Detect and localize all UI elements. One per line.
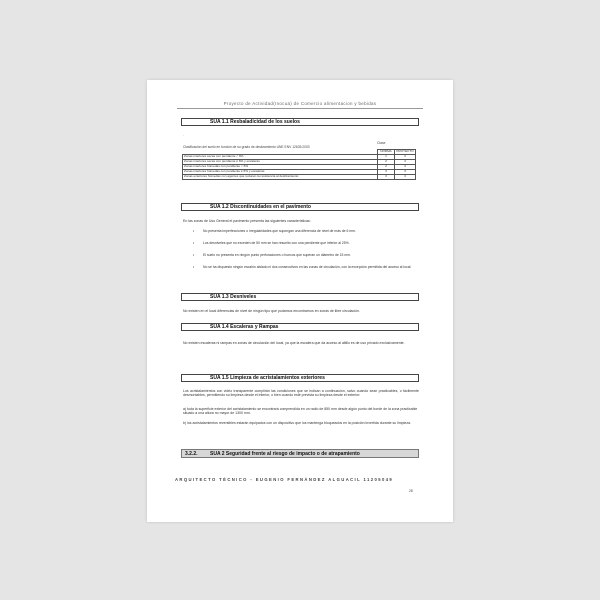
sua13-text: No existen en el local diferencias de nivel de ningún tipo que podamos encontrarnos en zonas de libre circulación.: [183, 309, 360, 313]
col-norma: NORMA: [378, 150, 395, 155]
row-norma: 3: [378, 175, 395, 180]
page-header: Proyecto de Actividad(Inocua) de Comercio alimentacion y bebidas: [223, 101, 377, 106]
sua15-para-1: Los acristalamientos con vidrio transparente cumplirán las condiciones que se indican a continuación, salvo cuando sean practicables, o fácilmente desmontables, permitiendo su limpieza desde el interior, o bien cuando esté prevista su limpieza desde el exterior:: [183, 389, 419, 398]
section-number: 3.2.2.: [185, 451, 198, 457]
row-proyecto: 3: [395, 160, 416, 165]
page-number: 28: [409, 489, 413, 493]
sua15-para-3: b) los acristalamientos reversibles estarán equipados con un dispositivo que los mantenga bloqueados en la posición invertida durante su limpieza.: [183, 421, 412, 425]
row-norma: 3: [378, 170, 395, 175]
row-proyecto: 3: [395, 175, 416, 180]
row-norma: 2: [378, 160, 395, 165]
section-sua11-title: SUA 1.1 Resbaladicidad de los suelos: [181, 118, 419, 126]
row-norma: 2: [378, 165, 395, 170]
clase-label: Clase: [377, 141, 386, 145]
sua11-bullet: .: [183, 133, 184, 137]
page-footer: ARQUITECTO TÉCNICO - EUGENIO FERNÁNDEZ ALGUACIL 11205049: [175, 477, 394, 482]
row-label: Zonas interiores secas con pendiente ≥ 6% y escaleras: [183, 160, 378, 165]
section-sua12-title: SUA 1.2 Discontinuidades en el pavimento: [181, 203, 419, 211]
row-proyecto: 3: [395, 170, 416, 175]
row-proyecto: 3: [395, 155, 416, 160]
sua15-para-2: a) toda la superficie exterior del acristalamiento se encontrará comprendida en un radio de 850 mm desde algún punto del borde de la zona practicable situado a una altura no mayor de 1300 mm.: [183, 407, 418, 416]
section-sua14-title: SUA 1.4 Escaleras y Rampas: [181, 323, 419, 331]
list-item: • El suelo no presenta en ningún punto perforaciones o huecos que superan un diámetro de 15 mm.: [203, 253, 415, 257]
list-item: • Los desniveles que no exceden de 50 mm se han resuelto con una pendiente que inferior al 25%.: [203, 241, 415, 245]
row-norma: 1: [378, 155, 395, 160]
list-item: • No presenta imperfecciones o irregularidades que supongan una diferencia de nivel de más de 6 mm.: [203, 229, 415, 233]
header-rule: [177, 108, 423, 109]
row-proyecto: 3: [395, 165, 416, 170]
section-sua13-title: SUA 1.3 Desniveles: [181, 293, 419, 301]
row-label: Zonas exteriores húmedas con agentes que reducen la resistencia al deslizamiento: [183, 175, 378, 180]
row-label: Zonas interiores húmedas con pendiente < 6%: [183, 165, 378, 170]
list-item: • No se ha dispuesto ningún escalón aislado ni dos consecutivos en las zonas de circulación, con la excepción permitida del acceso al local.: [203, 265, 415, 269]
table-row: [183, 175, 416, 180]
slip-classification-table: [182, 149, 416, 180]
row-label: Zonas interiores secas con pendiente < 6%: [183, 155, 378, 160]
row-label: Zonas interiores húmedas con pendiente ≥ 6% y escaleras: [183, 170, 378, 175]
document-page: [147, 80, 453, 522]
section-sua2-title: SUA 2 Seguridad frente al riesgo de impacto o de atrapamiento: [210, 451, 360, 457]
section-sua15-title: SUA 1.5 Limpieza de acristalamientos exteriores: [181, 374, 419, 382]
section-sua2-bar: [181, 449, 419, 458]
sua14-text: No existen escaleras ni rampas en zonas de circulación del local, ya que la escalera que da acceso al altillo es de uso privado exclusivamente.: [183, 341, 405, 345]
col-proyecto: PROYECTO: [396, 149, 414, 154]
sua12-intro: En las zonas de Uso General el pavimento presenta las siguientes características:: [183, 219, 311, 223]
classification-caption: Clasificación del suelo en función de su grado de deslizamiento UNE ENV 12633:2003: [183, 145, 310, 149]
